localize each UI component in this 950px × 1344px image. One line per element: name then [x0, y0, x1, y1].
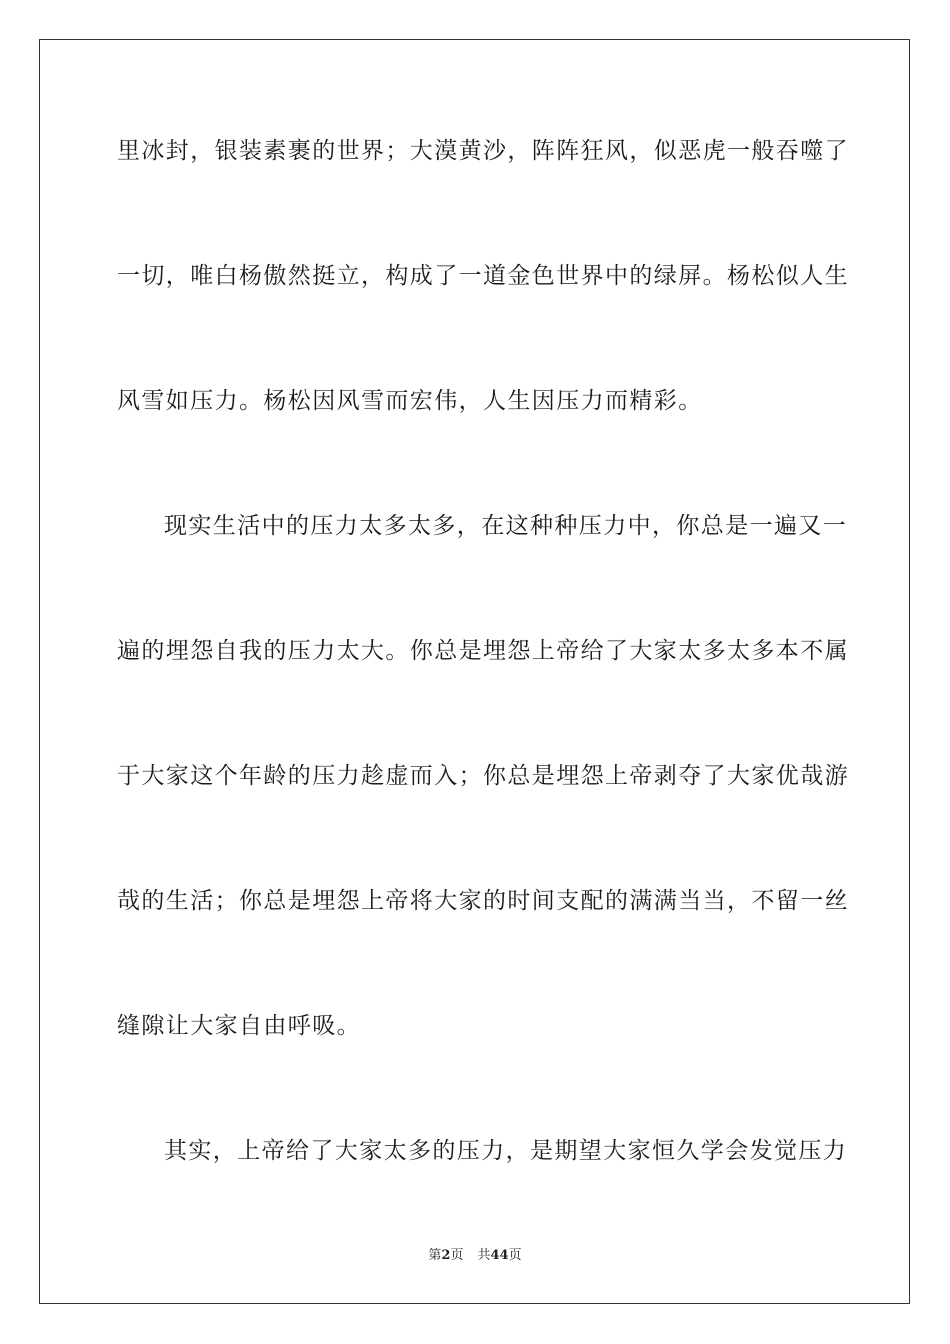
- text-line-8: 缝隙让大家自由呼吸。: [117, 1013, 361, 1039]
- text-line-5: 遍的埋怨自我的压力太大。你总是埋怨上帝给了大家太多太多本不属: [117, 638, 849, 664]
- footer-page-prefix: 第: [428, 1248, 442, 1263]
- text-line-9: 其实，上帝给了大家太多的压力，是期望大家恒久学会发觉压力: [164, 1138, 848, 1164]
- text-line-4: 现实生活中的压力太多太多，在这种种压力中，你总是一遍又一: [164, 513, 848, 539]
- footer-total-suffix: 页: [508, 1248, 522, 1263]
- total-pages-number: 44: [490, 1248, 509, 1263]
- text-line-1: 里冰封，银装素裹的世界；大漠黄沙，阵阵狂风，似恶虎一般吞噬了: [117, 138, 849, 164]
- page-frame: [39, 39, 910, 1304]
- text-line-6: 于大家这个年龄的压力趁虚而入；你总是埋怨上帝剥夺了大家优哉游: [117, 763, 849, 789]
- page-footer: [0, 1247, 950, 1265]
- current-page-number: 2: [441, 1248, 451, 1263]
- text-line-7: 哉的生活；你总是埋怨上帝将大家的时间支配的满满当当，不留一丝: [117, 888, 849, 914]
- footer-total-prefix: 共: [477, 1248, 491, 1263]
- text-line-3: 风雪如压力。杨松因风雪而宏伟，人生因压力而精彩。: [117, 388, 703, 414]
- footer-page-suffix: 页: [450, 1248, 464, 1263]
- text-line-2: 一切，唯白杨傲然挺立，构成了一道金色世界中的绿屏。杨松似人生: [117, 263, 849, 289]
